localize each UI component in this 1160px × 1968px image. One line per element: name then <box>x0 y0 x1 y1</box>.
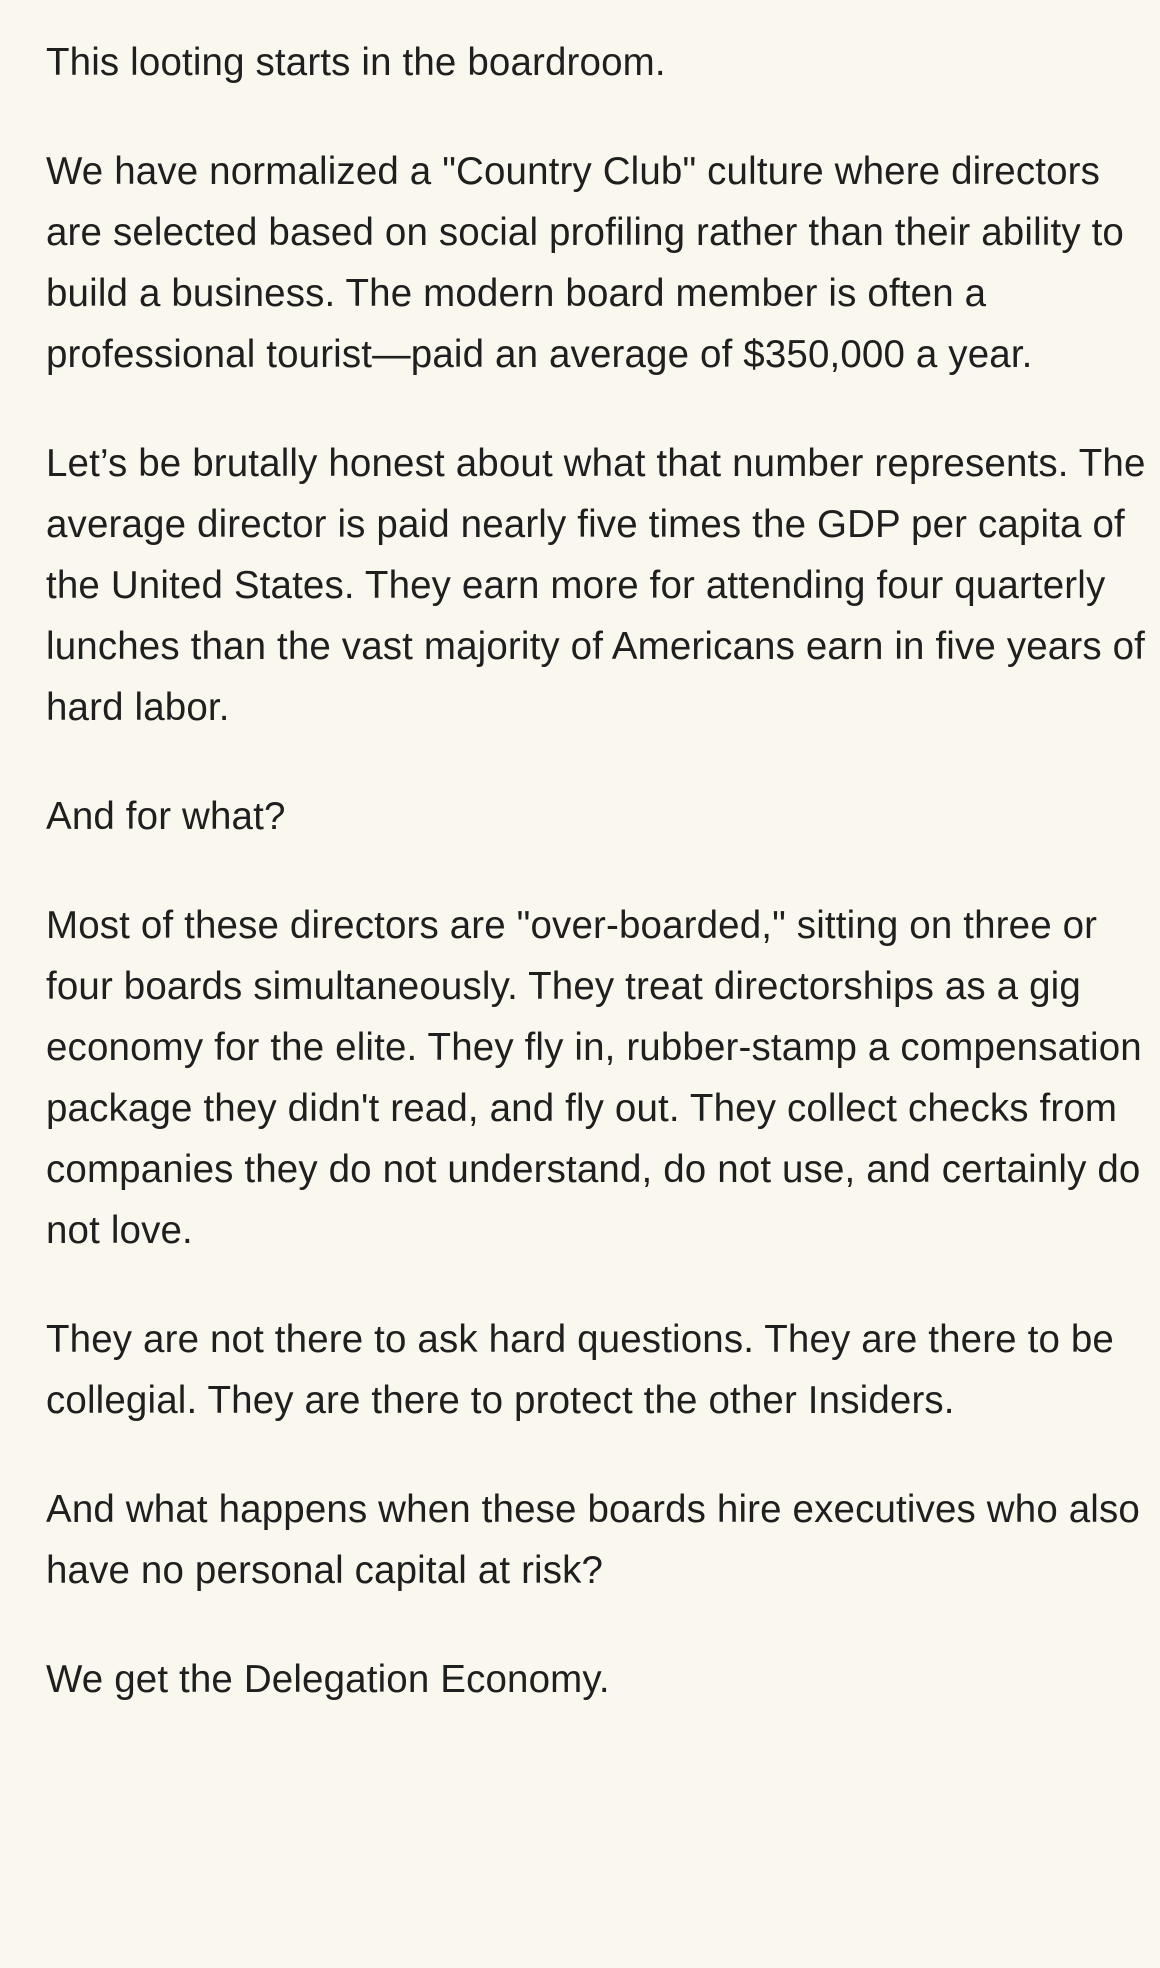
paragraph-over-boarded: Most of these directors are "over-boarded," sitting on three or four boards simultaneously. They treat directorships as a gig economy for the elite. They fly in, rubber-stamp a compensation package they didn't read, and fly out. They collect checks from companies they do not understand, do not use, and certainly do not love. <box>46 904 1142 1252</box>
paragraph-executives: And what happens when these boards hire executives who also have no personal capital at risk? <box>46 1488 1140 1592</box>
paragraph-collegial: They are not there to ask hard questions. They are there to be collegial. They are there to protect the other Insiders. <box>46 1318 1114 1422</box>
paragraph-for-what: And for what? <box>46 795 286 838</box>
paragraph-looting: This looting starts in the boardroom. <box>46 41 666 84</box>
paragraph-delegation-economy: We get the Delegation Economy. <box>46 1658 610 1701</box>
paragraph-director-pay: Let’s be brutally honest about what that number represents. The average director is paid nearly five times the GDP per capita of the United States. They earn more for attending four quarterly lunches than the vast majority of Americans earn in five years of hard labor. <box>46 442 1146 729</box>
paragraph-country-club: We have normalized a "Country Club" culture where directors are selected based on social profiling rather than their ability to build a business. The modern board member is often a professional tourist—paid an average of $350,000 a year. <box>46 150 1124 376</box>
